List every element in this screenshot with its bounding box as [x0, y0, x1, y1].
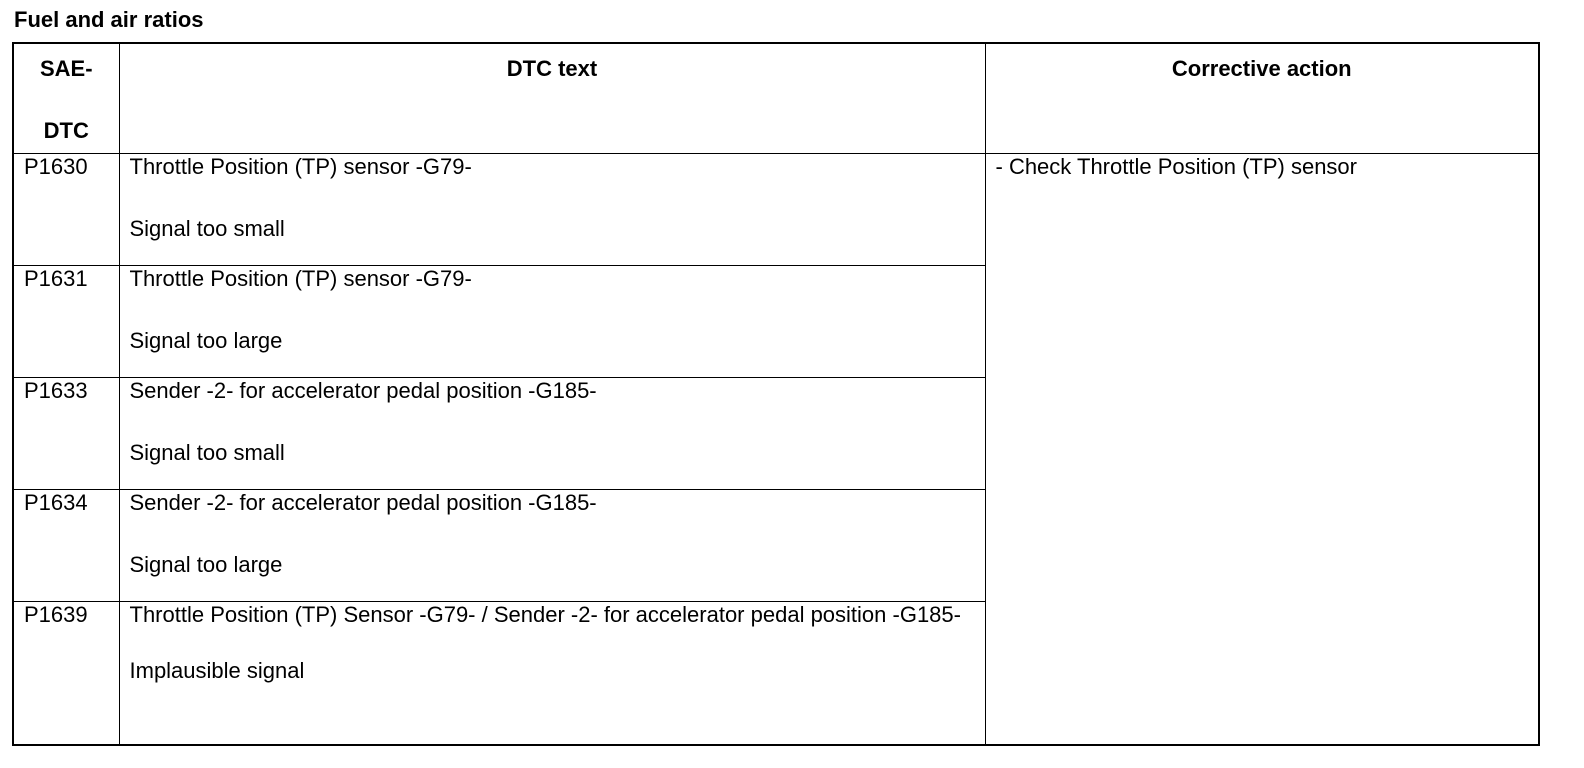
dtc-code: P1630 [13, 153, 119, 265]
dtc-text-line1: Throttle Position (TP) Sensor -G79- / Sender -2- for accelerator pedal position -G185- [129, 601, 961, 627]
dtc-text [119, 377, 985, 489]
dtc-text [119, 601, 985, 745]
dtc-text-line2: Signal too large [129, 551, 283, 577]
header-code-line1: SAE- [39, 56, 93, 81]
header-sae-dtc [13, 43, 119, 153]
dtc-text [119, 153, 985, 265]
dtc-text [119, 489, 985, 601]
corrective-action: - Check Throttle Position (TP) sensor [985, 153, 1539, 745]
dtc-code: P1634 [13, 489, 119, 601]
dtc-table [12, 42, 1540, 746]
dtc-text-line1: Throttle Position (TP) sensor -G79- [129, 265, 472, 291]
header-dtc-text: DTC text [119, 43, 985, 153]
dtc-code: P1633 [13, 377, 119, 489]
header-corrective-action: Corrective action [985, 43, 1539, 153]
dtc-text-line1: Sender -2- for accelerator pedal position -G185- [129, 489, 597, 515]
dtc-code: P1631 [13, 265, 119, 377]
dtc-text-line2: Implausible signal [129, 657, 305, 683]
dtc-text-line1: Sender -2- for accelerator pedal position -G185- [129, 377, 597, 403]
dtc-text [119, 265, 985, 377]
dtc-text-line2: Signal too large [129, 327, 283, 353]
table-row [13, 153, 1539, 265]
dtc-code: P1639 [13, 601, 119, 745]
table-header-row [13, 43, 1539, 153]
header-code-line2: DTC [43, 118, 89, 143]
dtc-text-line2: Signal too small [129, 215, 285, 241]
dtc-text-line2: Signal too small [129, 439, 285, 465]
section-title: Fuel and air ratios [14, 7, 204, 32]
dtc-text-line1: Throttle Position (TP) sensor -G79- [129, 153, 472, 179]
